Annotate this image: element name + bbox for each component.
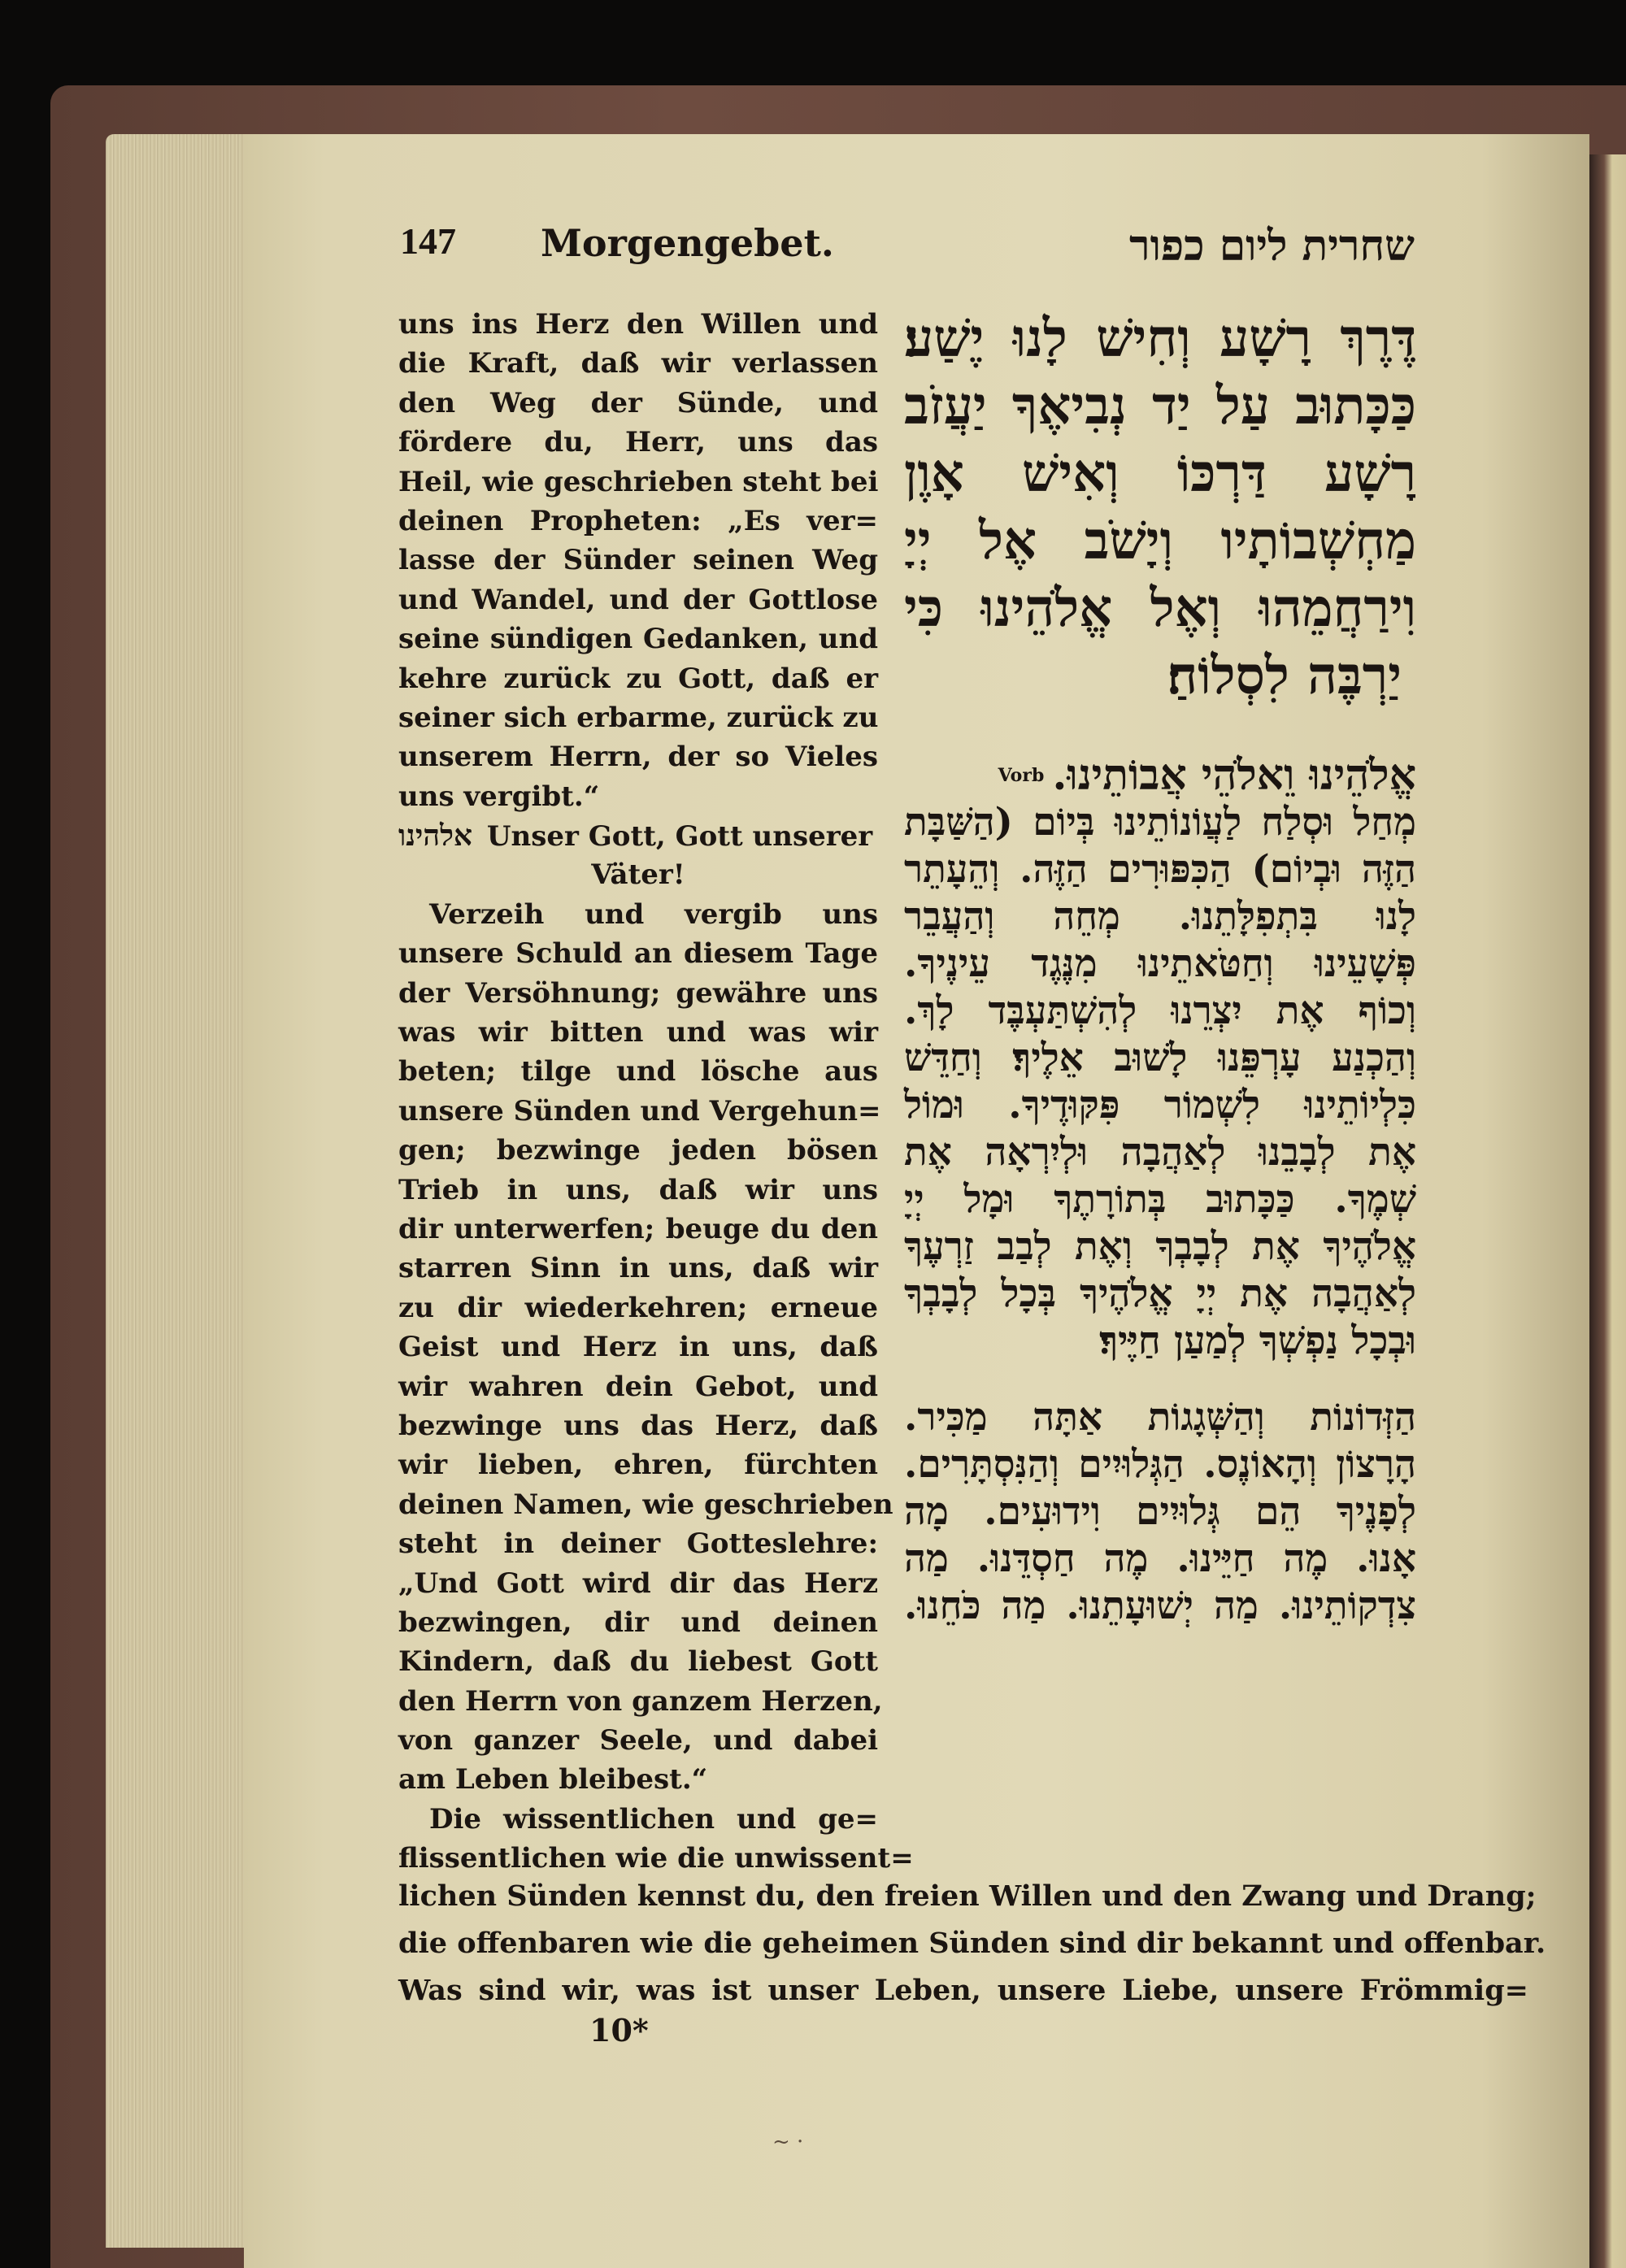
german-line: deinen Propheten: „Es ver= bbox=[398, 504, 878, 537]
full-width-line: die offenbaren wie die geheimen Sünden sind dir bekannt und offenbar. bbox=[398, 1927, 1546, 1960]
hebrew-line: כִּלְיוֹתֵינוּ לִשְׁמוֹר פִּקּוּדֶיךָ. וּמוֹל bbox=[904, 1083, 1416, 1127]
german-line: und Wandel, und der Gottlose bbox=[398, 583, 878, 616]
german-line: Heil, wie geschrieben steht bei bbox=[398, 465, 879, 498]
vorbeter-marker: Vorb bbox=[998, 765, 1045, 786]
hebrew-line: הַזֶּה וּבְיוֹם) הַכִּפּוּרִים הַזֶּה. וְהֵעָתֵר bbox=[904, 847, 1416, 892]
german-line: kehre zurück zu Gott, daß er bbox=[398, 662, 878, 695]
hebrew-line bbox=[904, 752, 1416, 799]
german-line: den Weg der Sünde, und bbox=[398, 386, 878, 419]
german-line: Kindern, daß du liebest Gott bbox=[398, 1645, 878, 1679]
hebrew-line: לְפָנֶיךָ הֵם גְּלוּיִים וִידוּעִים. מָה bbox=[904, 1489, 1416, 1534]
german-line: seiner sich erbarme, zurück zu bbox=[398, 701, 879, 734]
hebrew-line: מַחְשְׁבוֹתָיו וְיָשֹׁב אֶל יְיָ bbox=[904, 511, 1416, 571]
hebrew-line: אָנוּ. מֶה חַיֵּינוּ. מֶה חַסְדֵּנוּ. מַה bbox=[904, 1536, 1416, 1581]
german-line-text: Unser Gott, Gott unserer bbox=[486, 820, 873, 854]
facing-page-edge bbox=[1589, 154, 1626, 2268]
hebrew-line: וּבְכָל נַפְשְׁךָ לְמַעַן חַיֶּיךָ׃ bbox=[1099, 1319, 1416, 1363]
hebrew-line: לָנוּ בִּתְפִלָּתֵנוּ. מְחֵה וְהַעֲבֵר bbox=[904, 894, 1416, 939]
full-width-line: lichen Sünden kennst du, den freien Willen und den Zwang und Drang; bbox=[398, 1879, 1537, 1913]
hebrew-line: אֶת לְבָבֵנוּ לְאַהֲבָה וּלְיִרְאָה אֶת bbox=[904, 1130, 1416, 1175]
hebrew-line: וְהַכְנַע עָרְפֵּנוּ לָשׁוּב אֵלֶיךָ׃ וְחַדֵּשׁ bbox=[904, 1036, 1416, 1080]
german-line: dir unterwerfen; beuge du den bbox=[398, 1212, 878, 1245]
running-title-german: Morgengebet. bbox=[541, 221, 834, 265]
hebrew-line: וְכוֹף אֶת יִצְרֵנוּ לְהִשְׁתַּעְבֶּד לָךְ. bbox=[904, 988, 1416, 1033]
hebrew-line: וִירַחֲמֵהוּ וְאֶל אֱלֹהֵינוּ כִּי bbox=[904, 578, 1416, 639]
hebrew-line: אֱלֹהֶיךָ אֶת לְבָבְךָ וְאֶת לְבַב זַרְעֶךָ bbox=[904, 1224, 1416, 1269]
page-number: 147 bbox=[400, 220, 456, 262]
german-column bbox=[398, 305, 914, 1879]
german-line: den Herrn von ganzem Herzen, bbox=[398, 1684, 883, 1718]
german-line: am Leben bleibest.“ bbox=[398, 1763, 708, 1797]
signature-mark: 10* bbox=[589, 2012, 649, 2049]
german-line: wir lieben, ehren, fürchten bbox=[398, 1449, 878, 1482]
german-line: uns ins Herz den Willen und bbox=[398, 308, 878, 341]
german-line: Verzeih und vergib uns bbox=[429, 897, 878, 931]
hebrew-line: שְׁמֶךָ. כַּכָּתוּב בְּתוֹרָתֶךָ וּמָל יְיָ bbox=[904, 1177, 1416, 1222]
german-line: uns vergibt.“ bbox=[398, 780, 600, 813]
german-line: gen; bezwinge jeden bösen bbox=[398, 1134, 878, 1167]
german-line: von ganzer Seele, und dabei bbox=[398, 1724, 878, 1757]
german-line: bezwingen, dir und deinen bbox=[398, 1605, 878, 1639]
footer-mark: ~ · bbox=[772, 2130, 804, 2154]
german-line: der Versöhnung; gewähre uns bbox=[398, 976, 878, 1010]
german-line: starren Sinn in uns, daß wir bbox=[398, 1252, 878, 1285]
full-width-line: Was sind wir, was ist unser Leben, unsere Liebe, unsere Frömmig= bbox=[398, 1974, 1528, 2007]
hebrew-line: לְאַהֲבָה אֶת יְיָ אֱלֹהֶיךָ בְּכָל לְבָבְךָ bbox=[904, 1271, 1416, 1316]
running-title-hebrew: שחרית ליום כפור bbox=[1129, 221, 1415, 271]
hebrew-line: דֶּרֶךְ רָשָׁע וְחִישׁ לָנוּ יֶשַׁע׃ bbox=[904, 308, 1416, 369]
german-line: Trieb in uns, daß wir uns bbox=[398, 1173, 878, 1206]
german-line bbox=[398, 816, 878, 855]
german-line: beten; tilge und lösche aus bbox=[398, 1055, 878, 1088]
german-line: unsere Schuld an diesem Tage bbox=[398, 937, 878, 971]
german-line: deinen Namen, wie geschrieben bbox=[398, 1488, 893, 1521]
hebrew-line: יַרְבֶּה לִסְלוֹחַ׃ bbox=[1167, 645, 1402, 706]
hebrew-line: פְּשָׁעֵינוּ וְחַטֹּאתֵינוּ מִנֶּגֶד עֵינֶיךָ. bbox=[904, 941, 1416, 986]
german-line: zu dir wiederkehren; erneue bbox=[398, 1291, 878, 1324]
hebrew-line: כַּכָּתוּב עַל יַד נְבִיאֶךָ יַעֲזֹב bbox=[904, 376, 1416, 437]
german-line: fördere du, Herr, uns das bbox=[398, 426, 878, 459]
hebrew-line-text: אֱלֹהֵינוּ וֵאלֹהֵי אֲבוֹתֵינוּ. bbox=[1052, 750, 1416, 800]
german-line: „Und Gott wird dir das Herz bbox=[398, 1566, 878, 1600]
german-line: steht in deiner Gotteslehre: bbox=[398, 1527, 878, 1561]
hebrew-line: צִדְקוֹתֵינוּ. מַה יְשׁוּעָתֵנוּ. מַה כֹּחֵנוּ. bbox=[904, 1584, 1416, 1628]
hebrew-line: הָרָצוֹן וְהָאוֹנֶס. הַגְּלוּיִים וְהַנִּסְתָּרִים. bbox=[904, 1442, 1416, 1487]
hebrew-line: מְחַל וּסְלַח לַעֲוֹנוֹתֵינוּ בְּיוֹם (הַשַּׁבָּת bbox=[904, 800, 1416, 845]
hebrew-column bbox=[904, 305, 1416, 1630]
german-line: unsere Sünden und Vergehun= bbox=[398, 1094, 881, 1127]
german-line: seine sündigen Gedanken, und bbox=[398, 623, 878, 656]
german-line: lasse der Sünder seinen Weg bbox=[398, 544, 878, 577]
german-line: Die wissentlichen und ge= bbox=[429, 1802, 878, 1836]
hebrew-line: רָשָׁע דַּרְכּוֹ וְאִישׁ אָוֶן bbox=[904, 443, 1416, 504]
german-line: Väter! bbox=[591, 858, 685, 892]
german-line: wir wahren dein Gebot, und bbox=[398, 1370, 878, 1403]
german-line: flissentlichen wie die unwissent= bbox=[398, 1842, 914, 1875]
german-line: Geist und Herz in uns, daß bbox=[398, 1331, 878, 1364]
german-line: bezwinge uns das Herz, daß bbox=[398, 1409, 878, 1442]
inline-hebrew-word: אלהינו bbox=[398, 819, 473, 854]
german-line: die Kraft, daß wir verlassen bbox=[398, 347, 878, 380]
german-line: unserem Herrn, der so Vieles bbox=[398, 741, 878, 774]
german-line: was wir bitten und was wir bbox=[398, 1016, 878, 1049]
hebrew-line: הַזְּדוֹנוֹת וְהַשְּׁגָגוֹת אַתָּה מַכִּיר. bbox=[904, 1395, 1416, 1440]
